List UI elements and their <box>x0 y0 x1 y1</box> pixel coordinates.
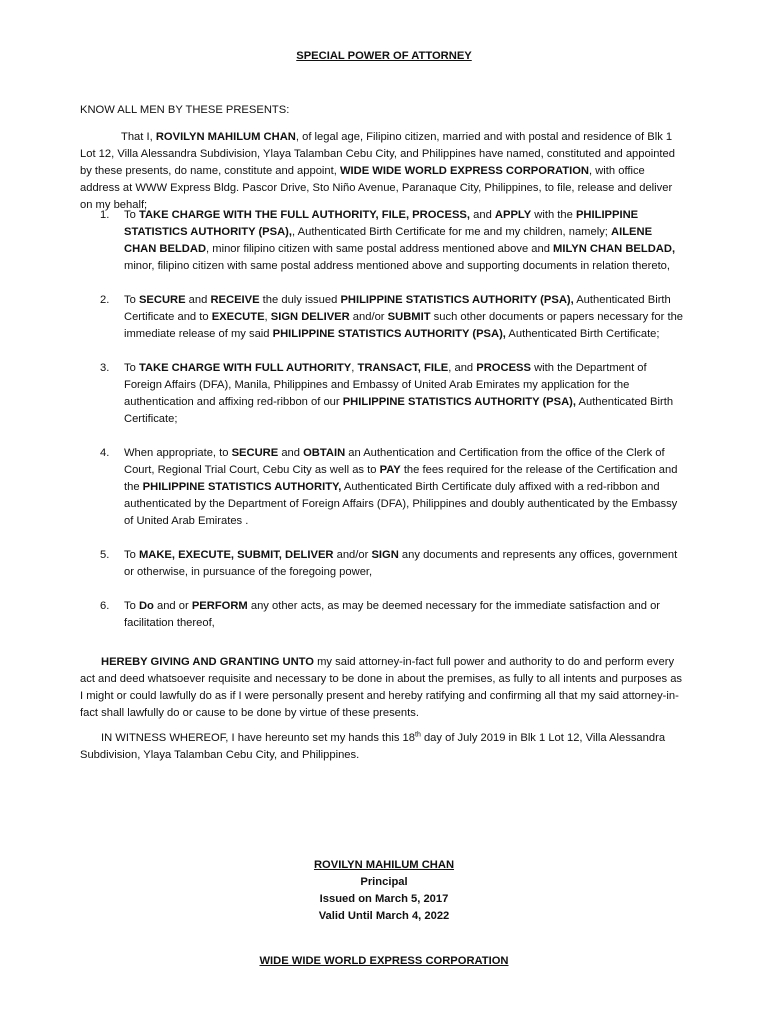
signature-block <box>0 857 768 925</box>
powers-list <box>80 207 686 649</box>
bold-text: RECEIVE <box>210 294 260 306</box>
text-run: To <box>124 209 139 221</box>
list-item-text <box>124 209 675 272</box>
bold-text: Do <box>138 600 154 612</box>
text-run: the fees required for the release of the Certification and the <box>124 464 678 493</box>
text-run: To <box>124 362 139 374</box>
bold-text: TRANSACT, FILE <box>357 362 449 374</box>
bold-text: SUBMIT <box>387 311 431 323</box>
text-run: , and <box>448 362 477 374</box>
text-run: with the <box>531 209 576 221</box>
text-run: such other documents or papers necessary for the immediate release of my said <box>124 311 684 340</box>
bold-text: TAKE CHARGE WITH FULL AUTHORITY <box>138 362 352 374</box>
bold-text: MILYN CHAN BELDAD, <box>553 243 676 255</box>
ordinal-suffix: th <box>415 731 421 739</box>
bold-text: PHILIPPINE STATISTICS AUTHORITY (PSA), <box>342 396 577 408</box>
bold-text: PHILIPPINE STATISTICS AUTHORITY (PSA), <box>340 294 574 306</box>
text-run: and <box>470 209 495 221</box>
bold-text: PROCESS <box>476 362 531 374</box>
text-run: any other acts, as may be deemed necessary for the immediate satisfaction and or facilitation thereof, <box>124 600 661 629</box>
text-run: and <box>185 294 211 306</box>
bold-text: HEREBY GIVING AND GRANTING UNTO <box>101 656 314 668</box>
list-item-text <box>124 549 677 578</box>
bold-text: PAY <box>379 464 401 476</box>
list-item <box>80 207 686 275</box>
valid-until-date: Valid Until March 4, 2022 <box>318 910 450 922</box>
signatory-role: Principal <box>360 876 408 888</box>
text-run: Authenticated Birth Certificate and to <box>124 294 671 323</box>
bold-text: WIDE WIDE WORLD EXPRESS CORPORATION <box>339 165 589 177</box>
bold-text: APPLY <box>494 209 532 221</box>
witness-text-end: day of July 2019 in Blk 1 Lot 12, Villa Alessandra Subdivision, Ylaya Talamban Cebu City, and Philippines. <box>80 732 666 761</box>
text-run: To <box>124 600 139 612</box>
text-run: Authenticated Birth Certificate; <box>505 328 660 340</box>
list-item <box>80 360 686 428</box>
list-item-number: 6. <box>100 600 110 612</box>
bold-text: PHILIPPINE STATISTICS AUTHORITY (PSA), <box>272 328 506 340</box>
text-run: To <box>124 294 139 306</box>
bold-text: AILENE CHAN BELDAD <box>124 226 653 255</box>
intro-paragraph <box>80 129 686 214</box>
issued-date: Issued on March 5, 2017 <box>319 893 449 905</box>
bold-text: MAKE, EXECUTE, SUBMIT, DELIVER <box>138 549 334 561</box>
text-run: any documents and represents any offices, government or otherwise, in pursuance of the foregoing power, <box>124 549 678 578</box>
text-run: When appropriate, to <box>124 447 232 459</box>
list-item-text <box>124 600 660 629</box>
text-run: , Authenticated Birth Certificate for me and my children, namely; <box>292 226 612 238</box>
text-run: with the Department of Foreign Affairs (DFA), Manila, Philippines and Embassy of United Arab Emirates my application for the authentication and affixing red-ribbon of our <box>124 362 647 408</box>
list-item-number: 1. <box>100 209 110 221</box>
text-run: and/or <box>349 311 388 323</box>
bold-text: ROVILYN MAHILUM CHAN <box>155 131 296 143</box>
text-run: and <box>278 447 304 459</box>
document-title: SPECIAL POWER OF ATTORNEY <box>296 50 472 62</box>
list-item <box>80 292 686 343</box>
bold-text: SIGN <box>371 549 399 561</box>
greeting: KNOW ALL MEN BY THESE PRESENTS: <box>80 104 290 116</box>
list-item-number: 4. <box>100 447 110 459</box>
bold-text: PERFORM <box>191 600 248 612</box>
attorney-in-fact-name: WIDE WIDE WORLD EXPRESS CORPORATION <box>259 955 509 967</box>
text-run: minor, filipino citizen with same postal address mentioned above and supporting documents in relation thereto, <box>124 260 671 272</box>
bold-text: SIGN DELIVER <box>270 311 350 323</box>
bold-text: SECURE <box>231 447 279 459</box>
text-run: an Authentication and Certification from the office of the Clerk of Court, Regional Trial Court, Cebu City as well as to <box>124 447 665 476</box>
list-item-number: 5. <box>100 549 110 561</box>
text-run: , with office address at WWW Express Bldg. Pascor Drive, Sto Niño Avenue, Paranaque City, Philippines, to file, release and deliver on my behalf; <box>80 165 673 211</box>
list-item-text <box>124 294 683 340</box>
text-run: , of legal age, Filipino citizen, married and with postal and residence of Blk 1 Lot 12, Villa Alessandra Subdivision, Ylaya Talamban Cebu City, and Philippines have named, constituted and appointed by these presents, do name, constitute and appoint, <box>80 131 675 177</box>
text-run: , minor filipino citizen with same postal address mentioned above and <box>206 243 554 255</box>
text-run: That I, <box>121 131 156 143</box>
bold-text: EXECUTE <box>211 311 265 323</box>
text-run: , <box>351 362 358 374</box>
text-run: and/or <box>333 549 372 561</box>
list-item <box>80 547 686 581</box>
witness-text-start: IN WITNESS WHEREOF, I have hereunto set my hands this 18 <box>101 732 415 744</box>
bold-text: PHILIPPINE STATISTICS AUTHORITY (PSA), <box>124 209 639 238</box>
text-run: my said attorney-in-fact full power and authority to do and perform every act and deed whatsoever requisite and necessary to be done in about the premises, as fully to all intents and purposes as I might or could lawfully do as if I were personally present and hereby ratifying and confirming all that my said attorney-in-fact shall lawfully do or cause to be done by virtue of these presents. <box>80 656 683 719</box>
text-run: Authenticated Birth Certificate duly affixed with a red-ribbon and authenticated by the Department of Foreign Affairs (DFA), Philippines and doubly authenticated by the Embassy of United Arab Emirates . <box>124 481 678 527</box>
text-run: , <box>264 311 271 323</box>
bold-text: SECURE <box>138 294 186 306</box>
list-item <box>80 445 686 530</box>
text-run: Authenticated Birth Certificate; <box>124 396 674 425</box>
bold-text: TAKE CHARGE WITH THE FULL AUTHORITY, FILE, PROCESS, <box>138 209 471 221</box>
witness-paragraph <box>80 730 686 764</box>
signatory-name: ROVILYN MAHILUM CHAN <box>313 859 455 871</box>
list-item-number: 2. <box>100 294 110 306</box>
text-run: the duly issued <box>259 294 341 306</box>
list-item-number: 3. <box>100 362 110 374</box>
bold-text: PHILIPPINE STATISTICS AUTHORITY, <box>142 481 342 493</box>
bold-text: OBTAIN <box>303 447 346 459</box>
list-item <box>80 598 686 632</box>
granting-paragraph <box>80 654 686 722</box>
list-item-text <box>124 362 673 425</box>
text-run: and or <box>153 600 192 612</box>
text-run: To <box>124 549 139 561</box>
list-item-text <box>124 447 677 527</box>
